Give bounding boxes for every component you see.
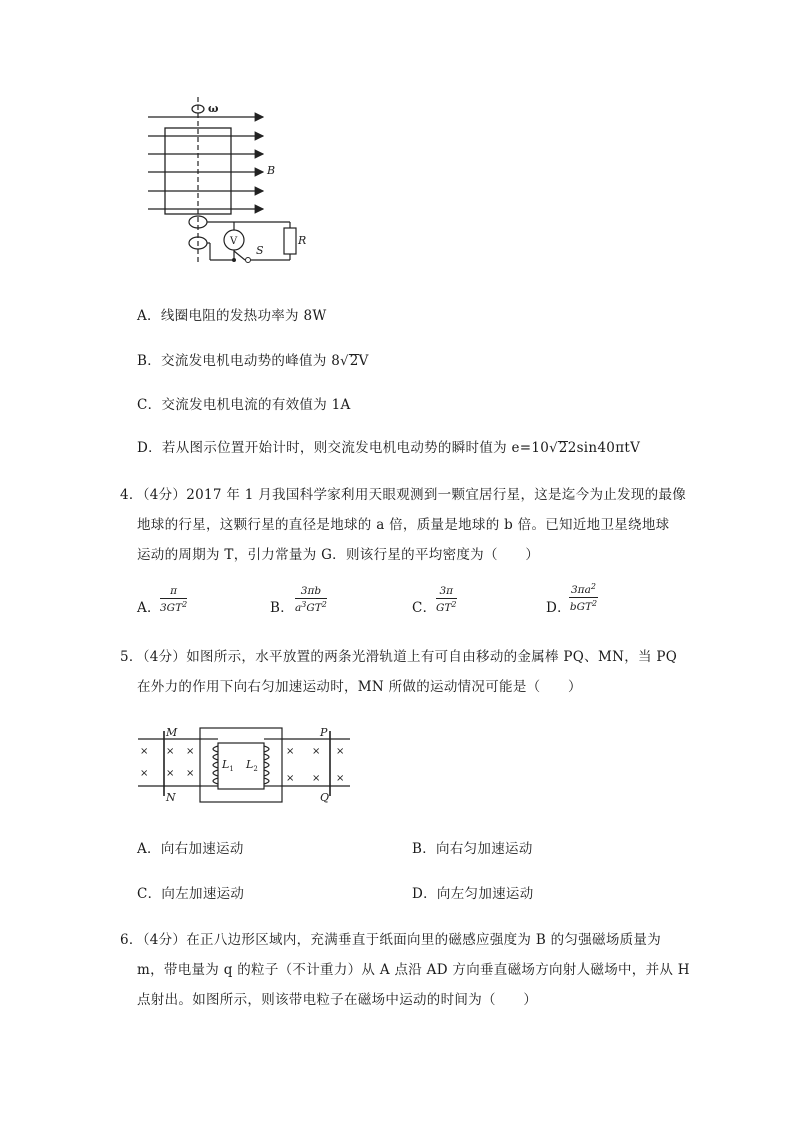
q3-option-d-radicand: 2	[558, 440, 568, 456]
q4-option-d-numerator: $3\pi a^2$	[571, 582, 596, 596]
q5-option-a: A．向右加速运动	[137, 841, 244, 857]
q4-option-d-fraction	[569, 582, 598, 613]
voltmeter-label: V	[230, 236, 238, 247]
coil-L1-label: $L_1$	[222, 758, 234, 773]
q4-stem-line3: 运动的周期为 T，引力常量为 G．则该行星的平均密度为（ ）	[137, 547, 540, 563]
cross-mark: ×	[166, 768, 175, 779]
cross-mark: ×	[186, 746, 195, 757]
q6-stem-line1: 6．（4分）在正八边形区域内，充满垂直于纸面向里的磁感应强度为 B 的匀强磁场质量为	[120, 932, 662, 948]
rod-Q-label: Q	[320, 791, 330, 804]
q6-stem-line3: 点射出。如图所示，则该带电粒子在磁场中运动的时间为（ ）	[137, 992, 538, 1008]
q5-option-d: D．向左匀加速运动	[412, 886, 534, 902]
q4-option-c-label: C．	[412, 600, 437, 616]
q3-option-b: B．交流发电机电动势的峰值为 8√2V	[137, 353, 369, 369]
q4-option-a-numerator: π	[160, 585, 187, 599]
q3-option-d: D．若从图示位置开始计时，则交流发电机电动势的瞬时值为 e=10√22sin40πtV	[137, 440, 641, 456]
omega-label: ω	[208, 102, 219, 115]
coil-L2-label: $L_2$	[246, 758, 258, 773]
q4-option-a-denominator: $3GT^2$	[160, 600, 188, 614]
q4-option-b-fraction	[295, 585, 327, 614]
q4-stem-line2: 地球的行星，这颗行星的直径是地球的 a 倍，质量是地球的 b 倍。已知近地卫星绕地球	[137, 517, 670, 533]
q3-option-d-suffix: 2sin40πtV	[567, 440, 641, 456]
cross-mark: ×	[166, 746, 175, 757]
q4-option-c-numerator: 3π	[436, 585, 457, 599]
cross-mark: ×	[186, 768, 195, 779]
q5-option-b: B．向右匀加速运动	[412, 841, 533, 857]
q3-option-c: C．交流发电机电流的有效值为 1A	[137, 397, 351, 413]
q4-option-b-numerator: 3πb	[295, 585, 327, 599]
q4-stem-line1: 4．（4分）2017 年 1 月我国科学家利用天眼观测到一颗宜居行星，这是迄今为止发现的最像	[120, 487, 687, 503]
q5-stem-line2: 在外力的作用下向右匀加速运动时，MN 所做的运动情况可能是（ ）	[137, 679, 582, 695]
q4-option-c-denominator: $GT^2$	[436, 600, 457, 614]
cross-mark: ×	[286, 773, 295, 784]
q4-option-d-denominator: bGT$^2$	[569, 599, 598, 613]
cross-mark: ×	[140, 746, 149, 757]
resistor-R-label: R	[298, 234, 307, 247]
cross-mark: ×	[312, 746, 321, 757]
q4-option-a-fraction	[160, 585, 187, 614]
cross-mark: ×	[140, 768, 149, 779]
generator-circuit-figure	[140, 92, 310, 270]
q3-option-b-unit: V	[358, 353, 369, 369]
cross-mark: ×	[336, 746, 345, 757]
switch-S-label: S	[256, 244, 264, 257]
q4-option-a-label: A．	[137, 600, 161, 616]
cross-mark: ×	[286, 746, 295, 757]
q3-option-a: A．线圈电阻的发热功率为 8W	[137, 308, 327, 324]
q4-option-b-denominator: $a^3GT^2$	[295, 600, 327, 614]
cross-mark: ×	[336, 773, 345, 784]
q3-option-b-radicand: 2	[349, 353, 359, 369]
q5-option-c: C．向左加速运动	[137, 886, 245, 902]
q5-stem-line1: 5．（4分）如图所示，水平放置的两条光滑轨道上有可自由移动的金属棒 PQ、MN，当 PQ	[120, 649, 678, 665]
q4-option-c-fraction	[436, 585, 457, 614]
q3-option-b-text: B．交流发电机电动势的峰值为 8	[137, 353, 341, 369]
q3-option-d-text: D．若从图示位置开始计时，则交流发电机电动势的瞬时值为 e=10	[137, 440, 550, 456]
cross-mark: ×	[312, 773, 321, 784]
field-B-label: B	[267, 164, 276, 177]
rod-M-label: M	[166, 726, 178, 739]
q6-stem-line2: m，带电量为 q 的粒子（不计重力）从 A 点沿 AD 方向垂直磁场方向射人磁场中，并从 H	[137, 962, 690, 978]
transformer-rails-figure	[136, 726, 362, 806]
q4-option-b-label: B．	[270, 600, 295, 616]
q4-option-d-label: D．	[546, 600, 571, 616]
rod-P-label: P	[320, 726, 328, 739]
rod-N-label: N	[166, 791, 176, 804]
